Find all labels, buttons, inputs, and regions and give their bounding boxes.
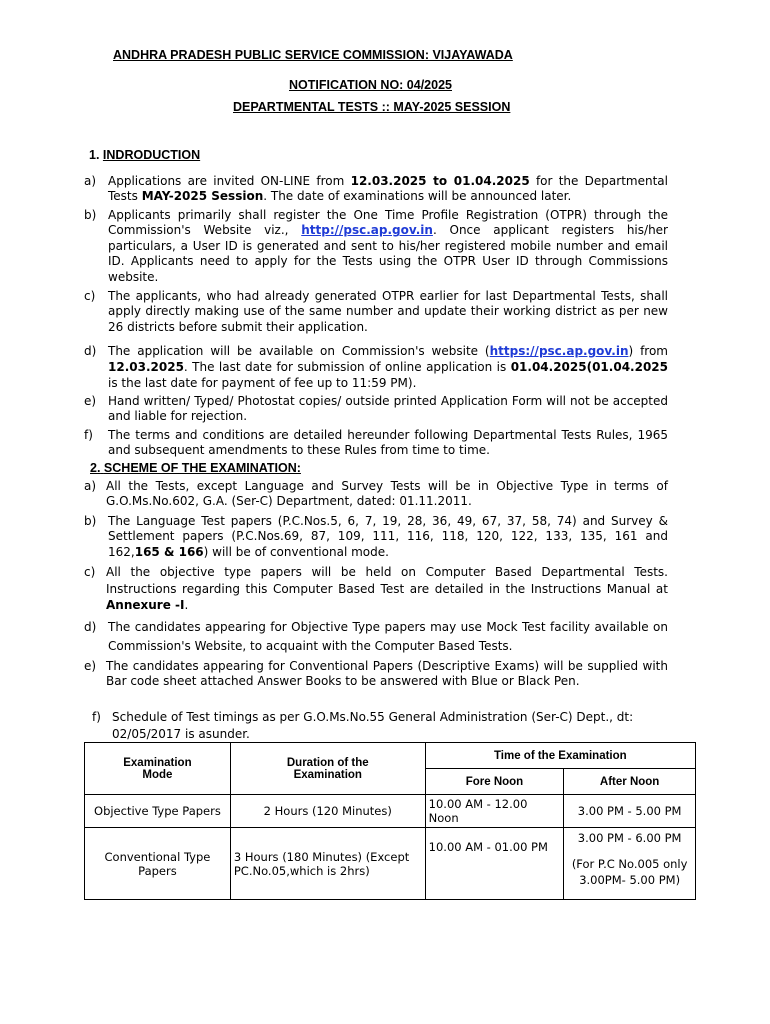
- header-duration: Duration of the Examination: [230, 743, 425, 795]
- item-text: All the Tests, except Language and Survey Tests will be in Objective Type in terms of G.O.Ms.No.602, G.A. (Ser-C) Department, dated: 01.11.2011.: [106, 479, 668, 509]
- start-date: 12.03.2025: [108, 360, 184, 374]
- item-text: . The last date for submission of online application is: [183, 360, 511, 374]
- commission-title: ANDHRA PRADESH PUBLIC SERVICE COMMISSION: VIJAYAWADA: [113, 48, 513, 62]
- intro-item-b: [84, 208, 668, 285]
- row-after-noon: [564, 828, 696, 900]
- item-text: ) will be of conventional mode.: [203, 544, 389, 559]
- item-text: is the last date for payment of fee up to 11:59 PM).: [108, 376, 417, 390]
- header-time: Time of the Examination: [425, 743, 695, 769]
- item-text: The candidates appearing for Objective Type papers may use Mock Test facility available on Commission's Website, to acquaint with the Computer Based Tests.: [108, 620, 668, 653]
- session-title: DEPARTMENTAL TESTS :: MAY-2025 SESSION: [233, 100, 511, 114]
- item-text: The candidates appearing for Conventional Papers (Descriptive Exams) will be supplied with Bar code sheet attached Answer Books to be answered with Blue or Black Pen.: [106, 659, 668, 689]
- notification-number: NOTIFICATION NO: 04/2025: [289, 78, 452, 92]
- after-noon-time: 3.00 PM - 6.00 PM: [577, 831, 682, 845]
- item-marker: c): [84, 289, 96, 303]
- scheme-item-f: [92, 709, 664, 743]
- item-marker: f): [84, 428, 93, 442]
- scheme-item-d: [84, 618, 668, 656]
- scheme-item-b: [84, 514, 668, 560]
- header-after-noon: After Noon: [564, 769, 696, 795]
- item-marker: d): [84, 344, 97, 358]
- header-fore-noon: Fore Noon: [425, 769, 564, 795]
- commission-website-link-secure[interactable]: https://psc.ap.gov.in: [489, 344, 629, 358]
- row-duration: 2 Hours (120 Minutes): [230, 795, 425, 828]
- scheme-item-c: [84, 564, 668, 614]
- last-date: 01.04.2025(01.04.2025: [510, 360, 668, 374]
- row-mode: Conventional Type Papers: [85, 828, 231, 900]
- intro-item-c: [84, 289, 668, 335]
- table-row: [85, 795, 696, 828]
- header-exam-mode: Examination Mode: [85, 743, 231, 795]
- item-marker: e): [84, 394, 97, 408]
- row-duration: 3 Hours (180 Minutes) (Except PC.No.05,which is 2hrs): [230, 828, 425, 900]
- item-marker: a): [84, 174, 97, 188]
- item-text: All the objective type papers will be held on Computer Based Departmental Tests. Instructions regarding this Computer Based Test are detailed in the Instructions Manual at: [106, 565, 668, 596]
- schedule-table: [84, 742, 696, 900]
- item-marker: c): [84, 565, 96, 579]
- item-marker: d): [84, 620, 97, 634]
- item-text: for the Departmental Tests: [108, 174, 668, 204]
- item-marker: b): [84, 514, 97, 528]
- item-text: The Language Test papers (P.C.Nos.5, 6, 7, 19, 28, 36, 49, 67, 37, 58, 74) and Survey & Settlement papers (P.C.Nos.69, 87, 109, 111, 116, 118, 120, 122, 133, 135, 161 and 162,: [108, 514, 668, 559]
- item-text: Applications are invited ON-LINE from: [108, 174, 351, 188]
- item-text: Hand written/ Typed/ Photostat copies/ outside printed Application Form will not be accepted and liable for rejection.: [108, 394, 668, 424]
- table-row: [85, 828, 696, 900]
- intro-item-e: [84, 394, 668, 425]
- item-text: Applicants primarily shall register the One Time Profile Registration (OTPR) through the Commission's Website viz.,: [108, 208, 668, 238]
- intro-item-d: [84, 343, 668, 391]
- item-marker: a): [84, 479, 97, 493]
- item-text: . The date of examinations will be announced later.: [263, 189, 572, 204]
- annexure-reference: Annexure -I: [106, 598, 185, 612]
- section1-heading: [89, 148, 200, 162]
- item-text: The application will be available on Commission's website (: [108, 344, 490, 358]
- item-marker: b): [84, 208, 97, 222]
- scheme-item-e: [84, 659, 668, 690]
- item-text: . Once applicant registers his/her particulars, a User ID is generated and sent to his/her registered mobile number and email ID. Applicants need to apply for the Tests using the OTPR User ID through Commissions website.: [108, 223, 668, 284]
- after-noon-note: (For P.C No.005 only: [571, 857, 688, 871]
- row-after-noon: 3.00 PM - 5.00 PM: [564, 795, 696, 828]
- item-text: The applicants, who had already generated OTPR earlier for last Departmental Tests, shall apply directly making use of the same number and update their working district as per new 26 districts before submit their application.: [108, 289, 668, 334]
- item-text: The terms and conditions are detailed hereunder following Departmental Tests Rules, 1965 and subsequent amendments to these Rules from time to time.: [108, 428, 668, 458]
- section1-title: INDRODUCTION: [102, 148, 201, 162]
- paper-codes-bold: 165 & 166: [134, 544, 204, 559]
- section2-number: 2.: [90, 461, 101, 475]
- row-fore-noon: 10.00 AM - 12.00 Noon: [425, 795, 564, 828]
- row-mode: Objective Type Papers: [85, 795, 231, 828]
- item-marker: e): [84, 659, 97, 673]
- commission-website-link[interactable]: http://psc.ap.gov.in: [301, 223, 433, 238]
- row-fore-noon: 10.00 AM - 01.00 PM: [425, 828, 564, 900]
- item-text: Schedule of Test timings as per G.O.Ms.No.55 General Administration (Ser-C) Dept., dt: 02/05/2017 is asunder.: [112, 710, 634, 741]
- scheme-item-a: [84, 479, 668, 510]
- item-text: ) from: [628, 344, 668, 358]
- item-marker: f): [92, 710, 101, 724]
- after-noon-note-time: 3.00PM- 5.00 PM): [579, 873, 681, 887]
- application-dates: 12.03.2025 to 01.04.2025: [350, 174, 530, 188]
- section1-number: 1.: [89, 148, 100, 162]
- section2-title: SCHEME OF THE EXAMINATION:: [103, 461, 301, 475]
- intro-item-f: [84, 428, 668, 459]
- item-text: .: [184, 598, 189, 612]
- session-name: MAY-2025 Session: [141, 189, 264, 204]
- intro-item-a: [84, 174, 668, 205]
- section2-heading: [90, 461, 301, 475]
